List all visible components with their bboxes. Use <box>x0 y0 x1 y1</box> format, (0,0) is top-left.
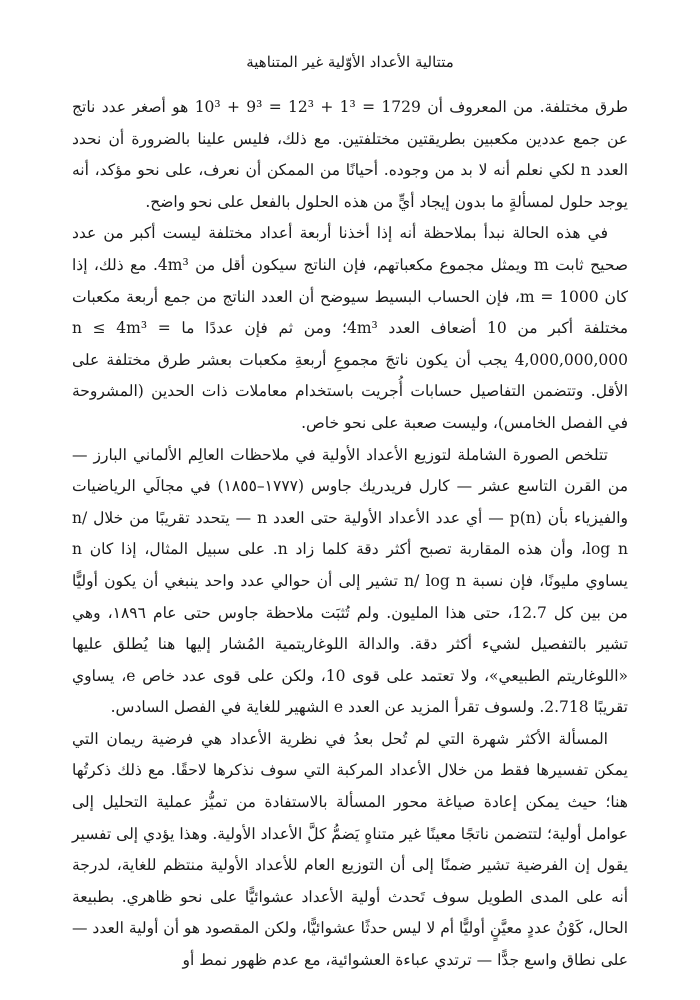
body-text <box>72 92 628 977</box>
paragraph-2: في هذه الحالة نبدأ بملاحظة أنه إذا أخذنا أربعة أعداد مختلفة ليست أكبر من عدد صحيح ثابت m ويمثل مجموع مكعباتهم، فإن الناتج سيكون أقل من 4m³. مع ذلك، إذا كان m = 1000، فإن الحساب البسيط سيوضح أن العدد الناتج من جمع أربعة مكعبات مختلفة أكبر من 10 أضعاف العدد 4m³؛ ومن ثم فإن عددًا ما n ≤ 4m³ = 4,000,000,000 يجب أن يكون ناتجَ مجموعِ أربعةِ مكعبات بعشر طرق مختلفة على الأقل. وتتضمن التفاصيل حسابات أُجريت باستخدام معاملات ذات الحدين (المشروحة في الفصل الخامس)، وليست صعبة على نحو خاص. <box>72 224 628 432</box>
paragraph-4: المسألة الأكثر شهرة التي لم تُحل بعدُ في نظرية الأعداد هي فرضية ريمان التي يمكن تفسيرها فقط من خلال الأعداد المركبة التي سوف نذكرها لاحقًا. مع ذلك ذكرتُها هنا؛ حيث يمكن إعادة صياغة محور المسألة بالاستفادة من تميُّز عملية التحليل إلى عوامل أولية؛ لتتضمن ناتجًا معينًا غير متناهٍ يَضمُّ كلَّ الأعداد الأولية. وهذا يؤدي إلى تفسير يقول إن الفرضية تشير ضمنًا إلى أن التوزيع العام للأعداد الأولية منتظم للغاية، لدرجة أنه على المدى الطويل سوف تَحدث أولية الأعداد عشوائيًّا على نحو ظاهري. بطبيعة الحال، كَوْنُ عددٍ معيَّنٍ أوليًّا أم لا ليس حدثًا عشوائيًّا، ولكن المقصود هو أن أولية العدد — على نطاق واسع جدًّا — ترتدي عباءة العشوائية، مع عدم ظهور نمط أو <box>71 729 628 970</box>
running-head: متتالية الأعداد الأوّلية غير المتناهية <box>246 53 454 71</box>
paragraph-1: طرق مختلفة. من المعروف أن 1729 = 1³ + 12³ = 9³ + 10³ هو أصغر عدد ناتج عن جمع عددين مكعبين بطريقتين مختلفتين. مع ذلك، فليس علينا بالضرورة أن نحدد العدد n لكي نعلم أنه لا بد من وجوده. أحيانًا من الممكن أن نعرف، على نحو مؤكد، أنه يوجد حلول لمسألةٍ ما بدون إيجاد أيٍّ من هذه الحلول بالفعل على نحو واضح. <box>72 98 629 211</box>
paragraph-3: تتلخص الصورة الشاملة لتوزيع الأعداد الأولية في ملاحظات العالِم الألماني البارز — من القرن التاسع عشر — كارل فريدريك جاوس (١٧٧٧–١٨٥٥) في مجالَي الرياضيات والفيزياء بأن p(n) — أي عدد الأعداد الأولية حتى العدد n — يتحدد تقريبًا من خلال n/ log n، وأن هذه المقاربة تصبح أكثر دقة كلما زاد n. على سبيل المثال، إذا كان n يساوي مليونًا، فإن نسبة n/ log n تشير إلى أن حوالي عدد واحد ينبغي أن يكون أوليًّا من بين كل 12.7، حتى هذا المليون. ولم تُثبَت ملاحظة جاوس حتى عام ١٨٩٦، وهي تشير بالتفصيل لشيء أكثر دقة. والدالة اللوغاريتمية المُشار إليها هنا يُطلق عليها «اللوغاريتم الطبيعي»، ولا تعتمد على قوى 10، ولكن على قوى عدد خاص e، يساوي تقريبًا 2.718. ولسوف تقرأ المزيد عن العدد e الشهير للغاية في الفصل السادس. <box>72 445 629 717</box>
